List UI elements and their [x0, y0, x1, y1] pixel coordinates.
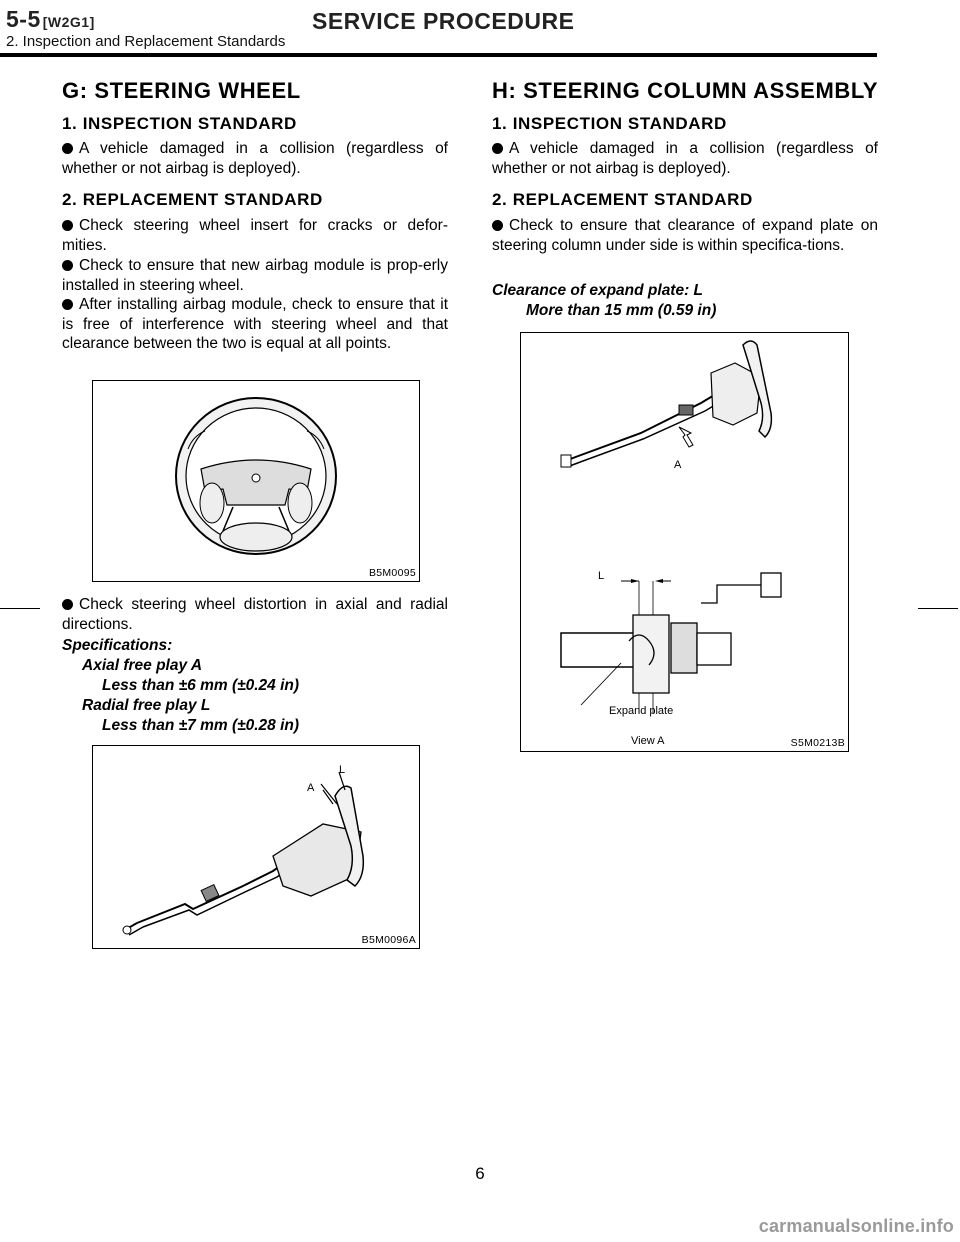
bullet-icon	[492, 143, 503, 154]
section-id: [W2G1]	[42, 14, 95, 30]
left-bullet-3: After installing airbag module, check to ensure that it is free of interference with steering wheel and that clearance between the two is equal at all points.	[62, 296, 448, 352]
crop-mark-left	[0, 608, 40, 609]
left-inspection-heading: 1. INSPECTION STANDARD	[62, 114, 297, 133]
steering-column-figure	[92, 745, 420, 949]
bullet-icon	[62, 143, 73, 154]
figure-code: B5M0095	[368, 567, 416, 579]
page-subtitle: 2. Inspection and Replacement Standards	[6, 33, 286, 50]
spec-radial-value: Less than ±7 mm (±0.28 in)	[102, 717, 300, 734]
label-l: L	[598, 570, 605, 582]
spec-axial: Axial free play A	[82, 657, 203, 674]
steering-wheel-figure	[92, 380, 420, 582]
bullet-icon	[62, 599, 73, 610]
page-title: SERVICE PROCEDURE	[312, 8, 575, 34]
bullet-icon	[62, 220, 73, 231]
spec-axial-value: Less than ±6 mm (±0.24 in)	[102, 677, 300, 694]
right-replacement-text: Check to ensure that clearance of expand plate on steering column under side is within specifica-tions.	[492, 217, 878, 254]
bullet-icon	[492, 220, 503, 231]
steering-column-heading: H: STEERING COLUMN ASSEMBLY	[492, 78, 879, 103]
expand-plate-drawing	[521, 333, 848, 751]
bullet-icon	[62, 260, 73, 271]
steering-wheel-drawing	[93, 381, 419, 581]
left-bullet-1: Check steering wheel insert for cracks or defor-mities.	[62, 217, 448, 254]
distortion-text: Check steering wheel distortion in axial and radial directions.	[62, 596, 448, 633]
label-l: L	[339, 764, 346, 776]
right-inspection-text: A vehicle damaged in a collision (regardless of whether or not airbag is deployed).	[492, 140, 878, 177]
bullet-icon	[62, 299, 73, 310]
right-replacement-heading: 2. REPLACEMENT STANDARD	[492, 190, 753, 209]
right-inspection-heading: 1. INSPECTION STANDARD	[492, 114, 727, 133]
expand-plate-figure	[520, 332, 849, 752]
figure-code: S5M0213B	[790, 737, 845, 749]
section-code: 5-5 [W2G1]	[6, 6, 95, 32]
left-bullet-2: Check to ensure that new airbag module is prop-erly installed in steering wheel.	[62, 257, 448, 294]
spec-radial: Radial free play L	[82, 697, 211, 714]
label-view-a: View A	[631, 735, 665, 747]
spec-title: Specifications:	[62, 637, 173, 654]
header-rule	[0, 53, 877, 57]
crop-mark-right	[918, 608, 958, 609]
clearance-spec-value: More than 15 mm (0.59 in)	[526, 302, 717, 319]
steering-wheel-heading: G: STEERING WHEEL	[62, 78, 301, 103]
label-a: A	[307, 782, 315, 794]
figure-code: B5M0096A	[361, 934, 416, 946]
view-label-a: A	[674, 459, 682, 471]
label-expand-plate: Expand plate	[609, 705, 674, 717]
page-number: 6	[475, 1164, 485, 1183]
steering-column-drawing	[93, 746, 419, 948]
watermark: carmanualsonline.info	[758, 1216, 954, 1236]
left-inspection-text: A vehicle damaged in a collision (regardless of whether or not airbag is deployed).	[62, 140, 448, 177]
clearance-spec-title: Clearance of expand plate: L	[492, 282, 704, 299]
left-replacement-heading: 2. REPLACEMENT STANDARD	[62, 190, 323, 209]
